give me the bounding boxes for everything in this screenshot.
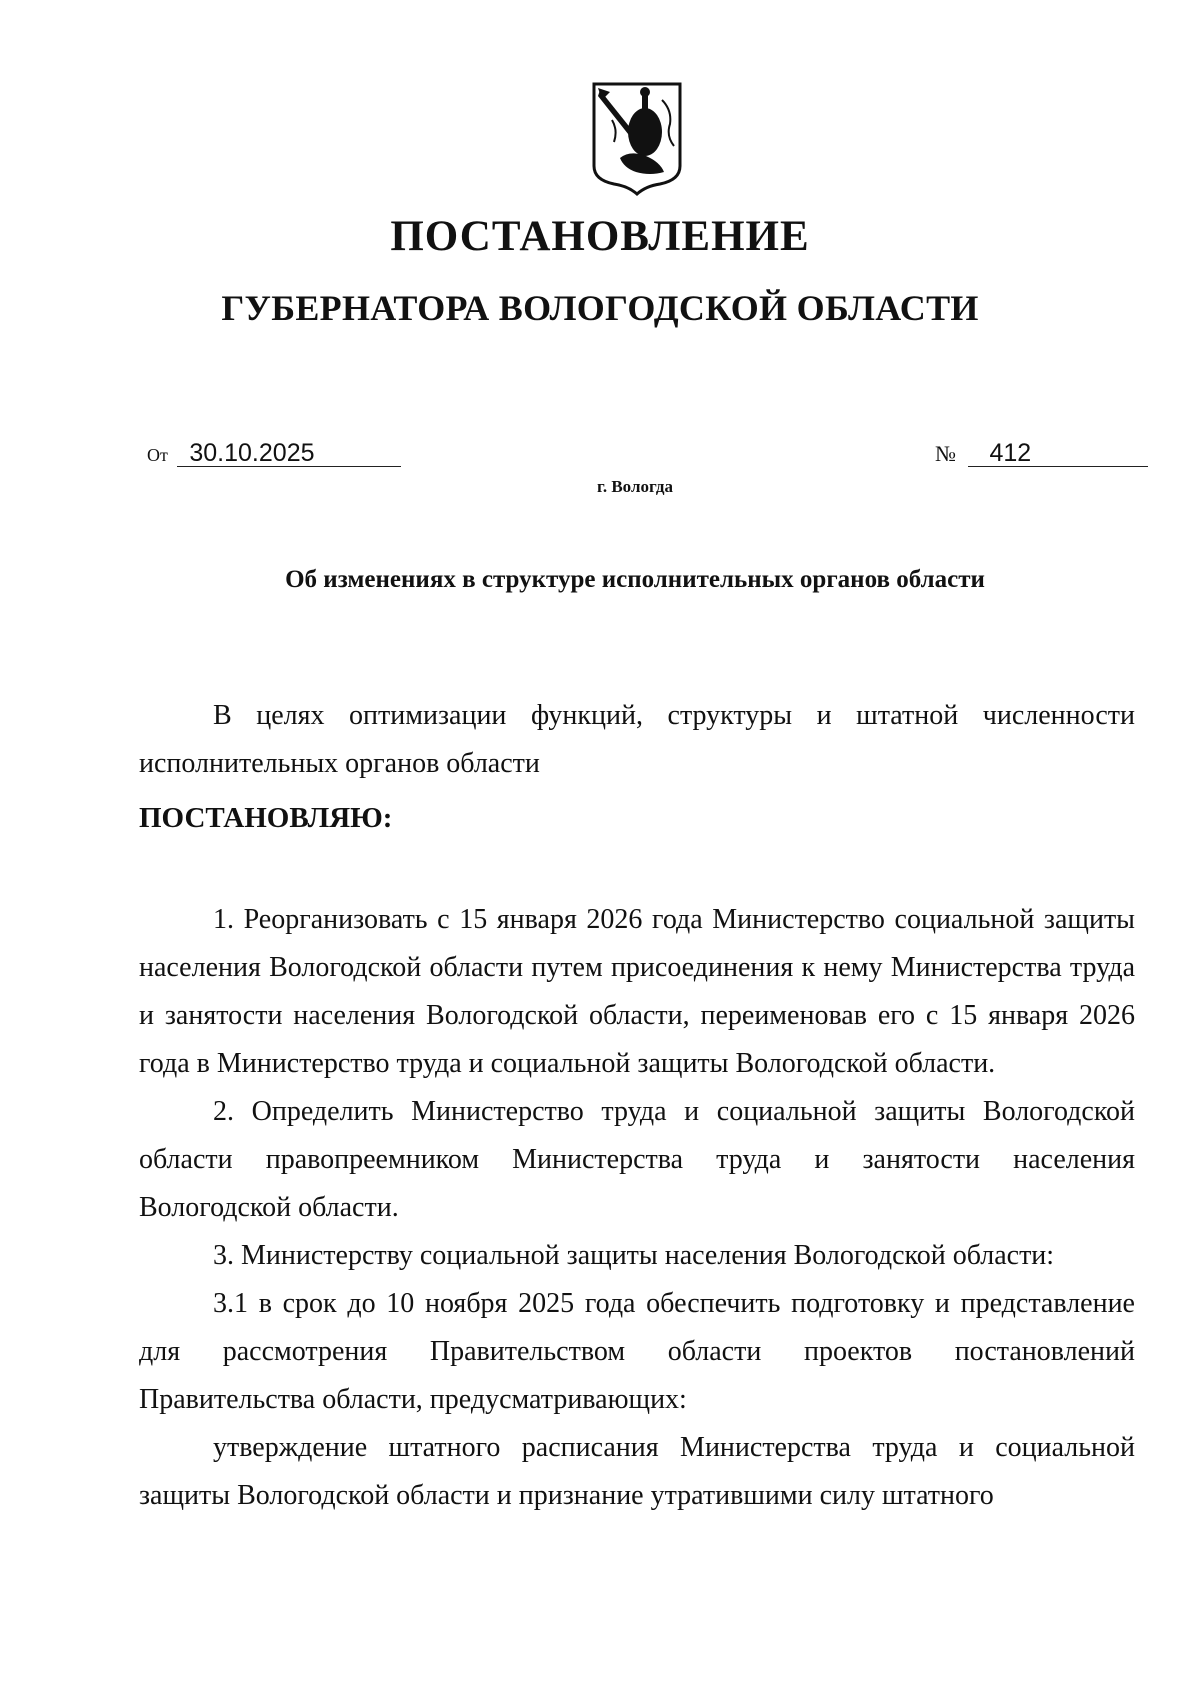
clause-2: 2. Определить Министерство труда и социальной защиты Вологодской области правопреемником Министерства труда и занятости населения Вологодской области. xyxy=(139,1096,1135,1223)
number-value: 412 xyxy=(968,440,1148,467)
number-line xyxy=(935,440,1148,467)
coat-of-arms-emblem xyxy=(590,80,684,196)
number-prefix: № xyxy=(935,441,956,466)
document-issuer: ГУБЕРНАТОРА ВОЛОГОДСКОЙ ОБЛАСТИ xyxy=(221,288,979,328)
date-value: 30.10.2025 xyxy=(177,440,401,467)
clause-3: 3. Министерству социальной защиты населения Вологодской области: xyxy=(213,1240,1055,1271)
preamble-paragraph: В целях оптимизации функций, структуры и штатной численности исполнительных органов области xyxy=(139,700,1135,779)
resolve-heading: ПОСТАНОВЛЯЮ: xyxy=(139,802,393,834)
document-title: ПОСТАНОВЛЕНИЕ xyxy=(390,213,810,260)
clause-3-1-item: утверждение штатного расписания Министерства труда и социальной защиты Вологодской области и признание утратившими силу штатного xyxy=(139,1432,1135,1511)
document-subject: Об изменениях в структуре исполнительных органов области xyxy=(285,566,985,593)
date-prefix: От xyxy=(147,445,168,465)
city-label: г. Вологда xyxy=(597,477,673,496)
clause-3-1: 3.1 в срок до 10 ноября 2025 года обеспечить подготовку и представление для рассмотрения Правительством области проектов постановлений Правительства области, предусматривающих: xyxy=(139,1288,1135,1415)
document-body xyxy=(139,692,1135,1520)
date-line xyxy=(147,440,401,467)
clause-1: 1. Реорганизовать с 15 января 2026 года Министерство социальной защиты населения Вологодской области путем присоединения к нему Министерства труда и занятости населения Вологодской области, переименовав его с 15 января 2026 года в Министерство труда и социальной защиты Вологодской области. xyxy=(139,904,1135,1079)
